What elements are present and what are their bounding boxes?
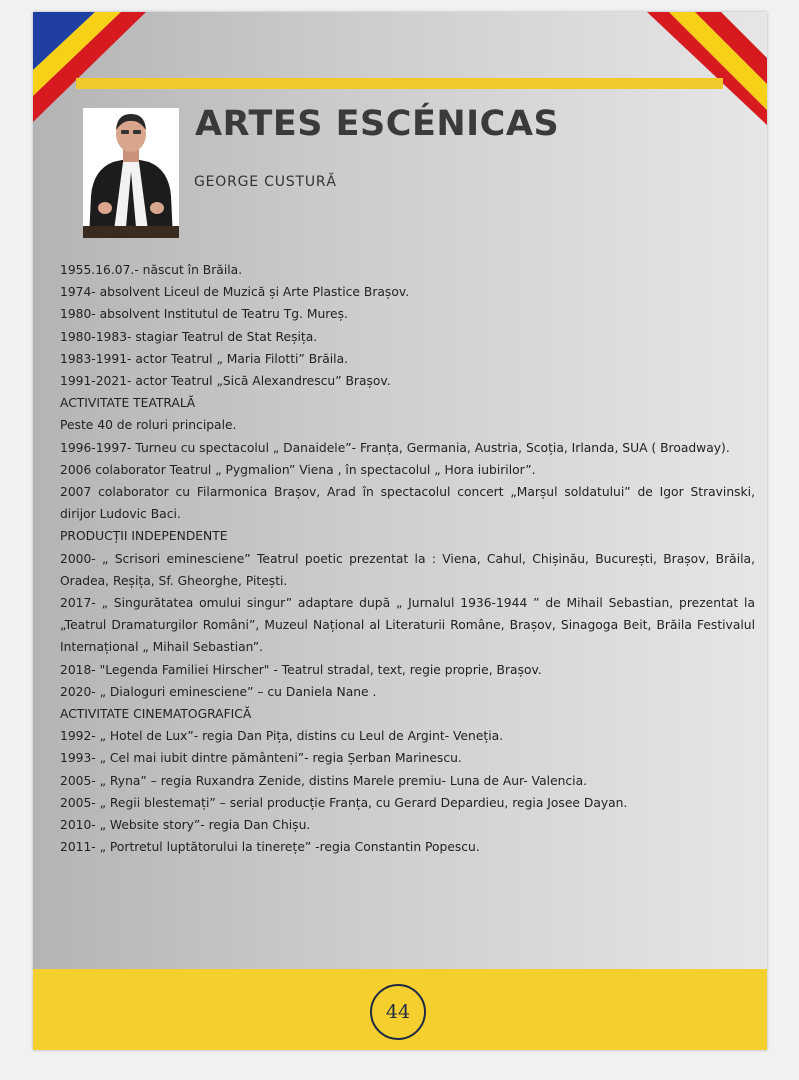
bio-line: 1996-1997- Turneu cu spectacolul „ Danaidele”- Franța, Germania, Austria, Scoția, Irlanda, SUA ( Broadway).: [60, 440, 730, 455]
page-number: 44: [370, 984, 426, 1040]
bio-line: Peste 40 de roluri principale.: [60, 418, 237, 433]
bio-line: 2020- „ Dialoguri eminesciene” – cu Daniela Nane .: [60, 684, 377, 699]
bio-line: 1992- „ Hotel de Lux”- regia Dan Pița, distins cu Leul de Argint- Veneția.: [60, 729, 504, 744]
bio-line: 1974- absolvent Liceul de Muzică și Arte Plastice Brașov.: [60, 285, 410, 300]
bio-line: 1991-2021- actor Teatrul „Sică Alexandrescu” Brașov.: [60, 374, 391, 389]
bio-line: 1983-1991- actor Teatrul „ Maria Filotti” Brăila.: [60, 351, 349, 366]
biography-text: [60, 259, 755, 858]
bio-line: 2006 colaborator Teatrul „ Pygmalion” Viena , în spectacolul „ Hora iubirilor”.: [60, 462, 536, 477]
section-heading-independent: PRODUCȚII INDEPENDENTE: [60, 529, 228, 544]
document-page: [33, 12, 767, 1050]
bio-line: 2011- „ Portretul luptătorului la tinerețe” -regia Constantin Popescu.: [60, 840, 480, 855]
page-title: ARTES ESCÉNICAS: [195, 104, 560, 144]
bio-line: 2005- „ Ryna” – regia Ruxandra Zenide, distins Marele premiu- Luna de Aur- Valencia.: [60, 773, 588, 788]
person-name: GEORGE CUSTURĂ: [194, 174, 337, 190]
person-portrait-icon: [83, 108, 179, 238]
bio-line: 1980-1983- stagiar Teatrul de Stat Reșița.: [60, 329, 318, 344]
flag-ribbon-right-icon: [647, 12, 767, 127]
bio-line: 2010- „ Website story”- regia Dan Chișu.: [60, 818, 311, 833]
section-heading-film: ACTIVITATE CINEMATOGRAFICĂ: [60, 707, 252, 722]
bio-line: 2018- "Legenda Familiei Hirscher" - Teatrul stradal, text, regie proprie, Brașov.: [60, 662, 542, 677]
header-accent-bar: [76, 78, 723, 89]
bio-line: 2005- „ Regii blestemați” – serial producție Franța, cu Gerard Depardieu, regia Josee Dayan.: [60, 795, 628, 810]
portrait-photo: [83, 108, 179, 238]
bio-line: 1980- absolvent Institutul de Teatru Tg. Mureș.: [60, 307, 348, 322]
bio-line: 2017- „ Singurătatea omului singur” adaptare după „ Jurnalul 1936-1944 ” de Mihail Sebastian, prezentat la „Teatrul Dramaturgilor Români”, Muzeul Național al Literaturii Române, Brașov, Sinagoga Beit, Brăila Festivalul Internațional „ Mihail Sebastian”.: [60, 596, 755, 655]
bio-line: 2007 colaborator cu Filarmonica Brașov, Arad în spectacolul concert „Marșul soldatului” de Igor Stravinski, dirijor Ludovic Baci.: [60, 485, 755, 522]
page-footer: [33, 969, 767, 1050]
bio-line: 1993- „ Cel mai iubit dintre pământeni”- regia Șerban Marinescu.: [60, 751, 462, 766]
bio-line: 2000- „ Scrisori eminesciene” Teatrul poetic prezentat la : Viena, Cahul, Chișinău, București, Brașov, Brăila, Oradea, Reșița, Sf. Gheorghe, Pitești.: [60, 551, 755, 588]
bio-line: 1955.16.07.- născut în Brăila.: [60, 263, 243, 277]
section-heading-theatre: ACTIVITATE TEATRALĂ: [60, 396, 196, 411]
